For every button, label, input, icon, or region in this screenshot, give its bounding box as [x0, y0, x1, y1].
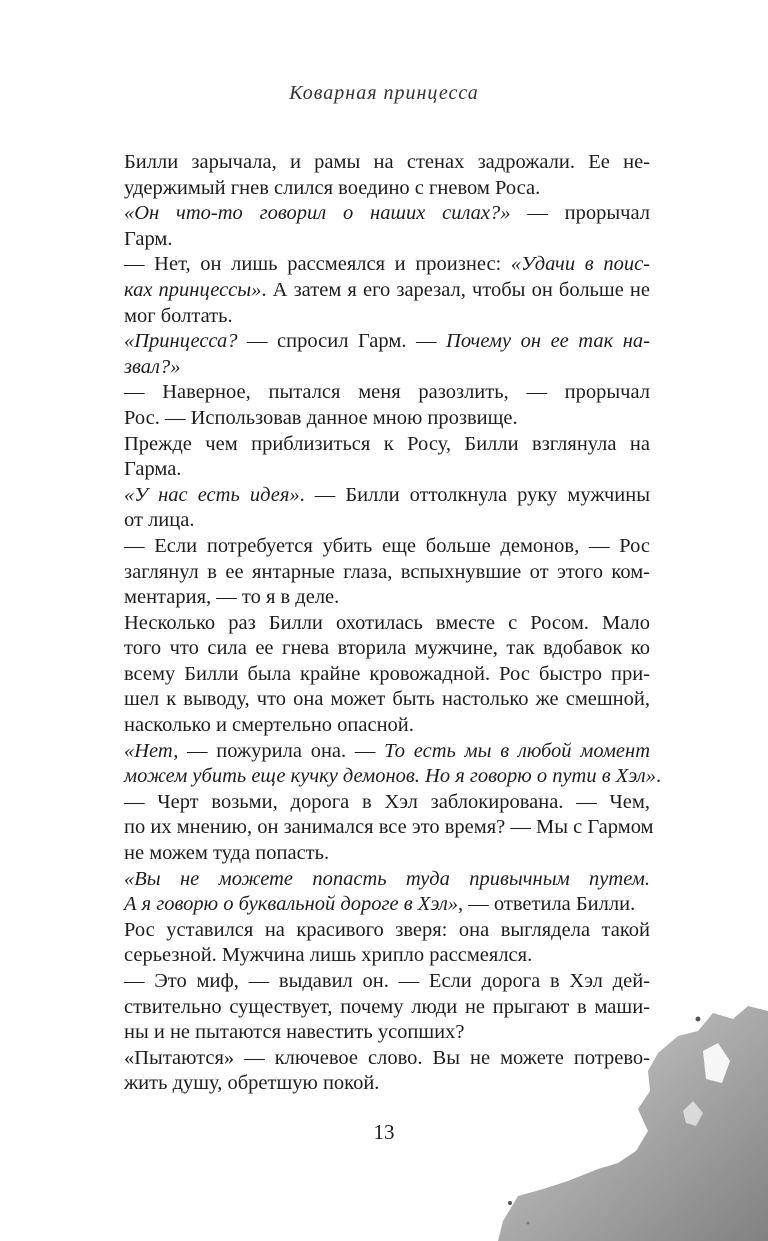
text-line	[124, 815, 654, 841]
text-run: Рос. — Использовав данное мною прозвище.	[124, 406, 518, 429]
text-line	[124, 252, 650, 278]
italic-text: ках принцессы»	[124, 278, 262, 301]
text-run: насколько и смертельно опасной.	[124, 714, 414, 737]
paragraph	[124, 150, 650, 201]
text-run: ствительно существует, почему люди не прыгают в маши-	[124, 995, 650, 1018]
text-run: «Пытаются» — ключевое слово. Вы не можете потрево-	[124, 1046, 650, 1069]
text-line	[124, 176, 650, 202]
text-line	[124, 867, 650, 893]
text-line	[124, 739, 650, 765]
italic-text: Почему он ее так на-	[446, 330, 650, 353]
text-run: — спросил Гарм. —	[237, 330, 447, 353]
text-run: мог болтать.	[124, 304, 233, 327]
italic-text: «Принцесса?	[124, 330, 238, 353]
italic-text: То есть мы в любой момент	[384, 739, 650, 762]
body-text	[124, 150, 662, 1097]
paragraph	[124, 432, 650, 483]
text-line	[124, 457, 650, 483]
text-run: Прежде чем приблизиться к Росу, Билли взглянула на	[124, 432, 650, 455]
text-line	[124, 304, 650, 330]
text-run: — Нет, он лишь рассмеялся и произнес:	[124, 253, 511, 276]
text-run: Гарма.	[124, 458, 182, 481]
text-run: Рос уставился на красивого зверя: она выглядела такой	[124, 918, 650, 941]
text-line	[124, 227, 650, 253]
text-run: — Это миф, — выдавил он. — Если дорога в Хэл дей-	[124, 970, 650, 992]
paragraph	[124, 867, 650, 918]
text-line	[124, 483, 650, 509]
text-run: Билли зарычала, и рамы на стенах задрожали. Ее не-	[124, 151, 650, 173]
italic-text: звал?»	[124, 355, 181, 378]
paragraph	[124, 201, 650, 252]
text-line	[124, 585, 650, 611]
text-line	[124, 150, 650, 176]
paragraph	[124, 611, 650, 739]
ink-splash-decoration	[498, 991, 768, 1241]
text-run: — Если потребуется убить еще больше демонов, — Рос	[124, 534, 650, 557]
text-run: не можем туда попасть.	[124, 842, 330, 865]
text-line	[124, 432, 650, 458]
text-run: ментария, — то я в деле.	[124, 586, 340, 609]
text-line	[124, 508, 650, 534]
text-run: серьезной. Мужчина лишь хрипло рассмеялся.	[124, 944, 533, 967]
text-run: заглянул в ее янтарные глаза, вспыхнувшие от этого ком-	[124, 560, 650, 583]
text-line	[124, 201, 650, 227]
text-line	[124, 790, 650, 816]
text-run: удержимый гнев слился воедино с гневом Роса.	[124, 176, 541, 199]
running-header: Коварная принцесса	[289, 82, 479, 104]
text-run: . А затем я его зарезал, чтобы он больше не	[261, 278, 650, 301]
italic-text: «Удачи в поис-	[510, 253, 650, 276]
text-line	[124, 662, 650, 688]
text-line	[124, 278, 650, 304]
paragraph	[124, 483, 650, 534]
italic-text: «Нет,	[124, 739, 179, 762]
text-line	[124, 560, 650, 586]
italic-text: А я говорю о буквальной дороге в Хэл»	[124, 893, 459, 916]
paragraph	[124, 380, 650, 431]
paragraph	[124, 790, 654, 867]
italic-text: можем убить еще кучку демонов. Но я говорю о пути в Хэл»	[124, 765, 656, 788]
text-line	[124, 406, 650, 432]
text-line	[124, 380, 650, 406]
text-line	[124, 713, 650, 739]
text-run: , — ответила Билли.	[458, 893, 636, 916]
text-run: жить душу, обретшую покой.	[124, 1072, 380, 1095]
text-run: ны и не пытаются навестить усопших?	[124, 1021, 465, 1044]
paragraph	[124, 739, 662, 790]
text-run: Несколько раз Билли охотилась вместе с Росом. Мало	[124, 611, 650, 634]
text-line	[124, 329, 650, 355]
text-run: . — Билли оттолкнула руку мужчины	[299, 483, 651, 506]
text-line	[124, 355, 650, 381]
text-line	[124, 687, 650, 713]
text-run: .	[656, 765, 662, 788]
text-run: — Наверное, пытался меня разозлить, — прорычал	[124, 381, 650, 404]
paragraph	[124, 252, 650, 329]
text-line	[124, 636, 650, 662]
text-run: от лица.	[124, 509, 195, 532]
text-run: шел к выводу, что она может быть настолько же смешной,	[124, 688, 650, 711]
paragraph	[124, 329, 650, 380]
text-run: всему Билли была крайне кровожадной. Рос быстро при-	[124, 662, 650, 685]
italic-text: «Вы не можете попасть туда привычным путем.	[124, 867, 650, 890]
text-line	[124, 764, 662, 790]
text-run: того что сила ее гнева вторила мужчине, так вдобавок ко	[124, 637, 650, 660]
italic-text: «Он что-то говорил о наших силах?»	[124, 202, 511, 225]
paragraph	[124, 534, 650, 611]
text-line	[124, 892, 650, 918]
italic-text: «У нас есть идея»	[124, 483, 300, 506]
paragraph	[124, 918, 650, 969]
text-line	[124, 534, 650, 560]
page-number: 13	[373, 1120, 395, 1144]
text-run: — Черт возьми, дорога в Хэл заблокирована. — Чем,	[124, 790, 650, 813]
text-run: по их мнению, он занимался все это время? — Мы с Гармом	[124, 816, 654, 839]
text-line	[124, 918, 650, 944]
text-line	[124, 841, 650, 867]
text-run: Гарм.	[124, 227, 173, 250]
text-line	[124, 943, 650, 969]
text-run: — прорычал	[510, 202, 650, 225]
text-run: — пожурила она. —	[178, 739, 385, 762]
text-line	[124, 611, 650, 637]
